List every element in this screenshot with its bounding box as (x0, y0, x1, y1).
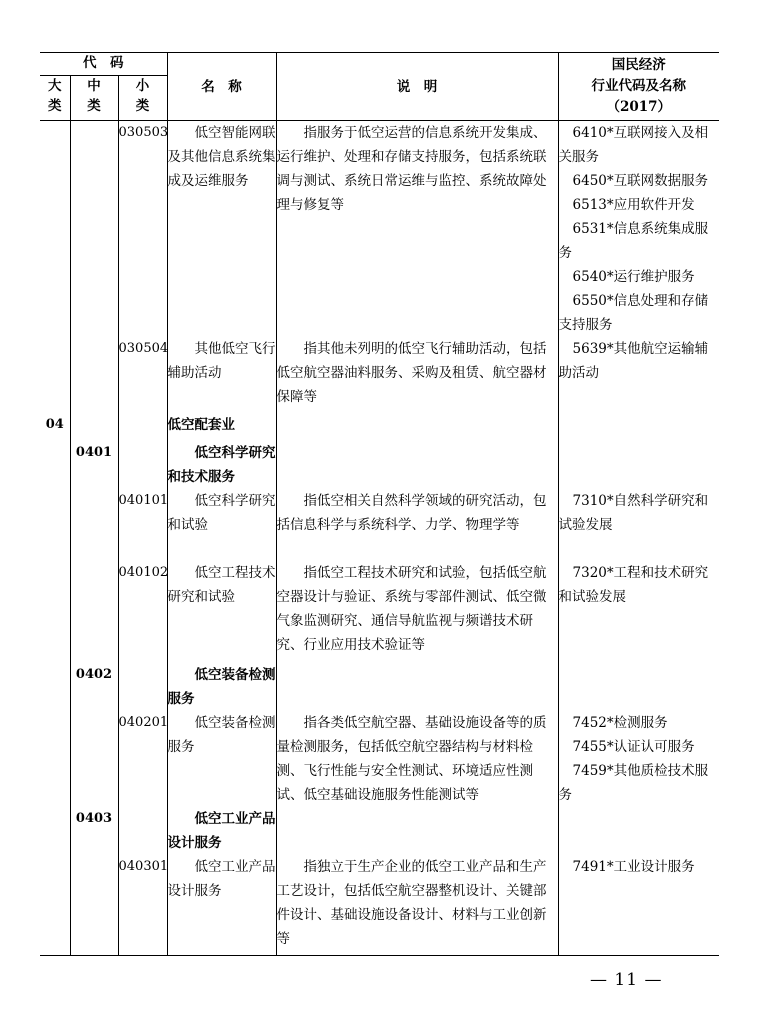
mid-code: 0403 (70, 807, 118, 855)
national-code: 6513*应用软件开发 (572, 197, 695, 213)
national-code: 7310*自然科学研究和试验发展 (558, 493, 709, 533)
table-row (40, 711, 719, 807)
big-header-char-1: 大 (48, 78, 62, 94)
national-code: 6531*信息系统集成服务 (558, 221, 709, 261)
national-code: 7452*检测服务 (572, 715, 668, 731)
table-row (40, 489, 719, 561)
mid-code: 0401 (70, 441, 118, 489)
national-header-line-1: 国民经济 (611, 57, 666, 73)
item-name: 其他低空飞行辅助活动 (167, 341, 276, 381)
national-code: 7455*认证认可服务 (572, 739, 695, 755)
table-row (40, 441, 719, 489)
table-row (40, 409, 719, 441)
item-name: 低空工业产品设计服务 (167, 859, 276, 899)
table-row (40, 337, 719, 409)
big-category-header (40, 76, 70, 121)
item-name: 低空智能网联及其他信息系统集成及运维服务 (167, 125, 276, 189)
national-code: 7320*工程和技术研究和试验发展 (558, 565, 709, 605)
small-code: 040102 (118, 561, 167, 663)
national-code: 6450*互联网数据服务 (572, 173, 709, 189)
item-description: 指独立于生产企业的低空工业产品和生产工艺设计，包括低空航空器整机设计、关键部件设计、基础设施设备设计、材料与工业创新等 (276, 859, 547, 947)
national-code: 6550*信息处理和存储支持服务 (558, 293, 709, 333)
item-description: 指其他未列明的低空飞行辅助活动，包括低空航空器油料服务、采购及租赁、航空器材保障等 (276, 341, 547, 405)
table-row (40, 121, 719, 338)
item-description: 指低空工程技术研究和试验，包括低空航空器设计与验证、系统与零部件测试、低空微气象监测研究、通信导航监视与频谱技术研究、行业应用技术验证等 (276, 565, 547, 653)
national-code: 7491*工业设计服务 (572, 859, 695, 875)
national-code: 7459*其他质检技术服务 (558, 763, 709, 803)
table-row (40, 807, 719, 855)
national-header (558, 53, 719, 121)
table-row (40, 561, 719, 663)
national-code: 6540*运行维护服务 (572, 269, 695, 285)
big-header-char-2: 类 (48, 98, 62, 114)
small-code: 040301 (118, 855, 167, 955)
item-name: 低空配套业 (167, 409, 276, 441)
mid-category-header (70, 76, 118, 121)
item-name: 低空装备检测服务 (167, 715, 276, 755)
small-code: 040101 (118, 489, 167, 561)
industry-classification-table (40, 52, 719, 956)
mid-header-char-1: 中 (87, 78, 101, 94)
item-name: 低空装备检测服务 (167, 667, 276, 707)
small-header-char-2: 类 (135, 98, 150, 114)
item-description: 指低空相关自然科学领域的研究活动，包括信息科学与系统科学、力学、物理学等 (276, 493, 547, 533)
page-number: — 11 — (590, 970, 663, 990)
desc-header: 说 明 (276, 53, 558, 121)
national-code: 5639*其他航空运输辅助活动 (558, 341, 709, 381)
table-row (40, 663, 719, 711)
header-row-1 (40, 53, 719, 76)
small-code: 030504 (118, 337, 167, 409)
small-code: 030503 (118, 121, 167, 338)
small-header-char-1: 小 (135, 78, 150, 94)
small-category-header (118, 76, 167, 121)
item-name: 低空科学研究和试验 (167, 493, 276, 533)
catalog-table-page (40, 52, 719, 956)
small-code: 040201 (118, 711, 167, 807)
code-header: 代 码 (40, 53, 167, 76)
item-name: 低空工程技术研究和试验 (167, 565, 276, 605)
national-header-line-3: （2017） (606, 99, 672, 115)
table-row (40, 855, 719, 955)
national-code: 6410*互联网接入及相关服务 (558, 125, 709, 165)
name-header: 名 称 (167, 53, 276, 121)
national-header-line-2: 行业代码及名称 (591, 78, 687, 94)
mid-header-char-2: 类 (87, 98, 101, 114)
item-name: 低空工业产品设计服务 (167, 811, 276, 851)
big-code: 04 (45, 417, 64, 432)
item-name: 低空科学研究和技术服务 (167, 445, 276, 485)
item-description: 指各类低空航空器、基础设施设备等的质量检测服务，包括低空航空器结构与材料检测、飞行性能与安全性测试、环境适应性测试、低空基础设施服务性能测试等 (276, 715, 547, 803)
mid-code: 0402 (70, 663, 118, 711)
item-description: 指服务于低空运营的信息系统开发集成、运行维护、处理和存储支持服务，包括系统联调与测试、系统日常运维与监控、系统故障处理与修复等 (276, 125, 547, 213)
